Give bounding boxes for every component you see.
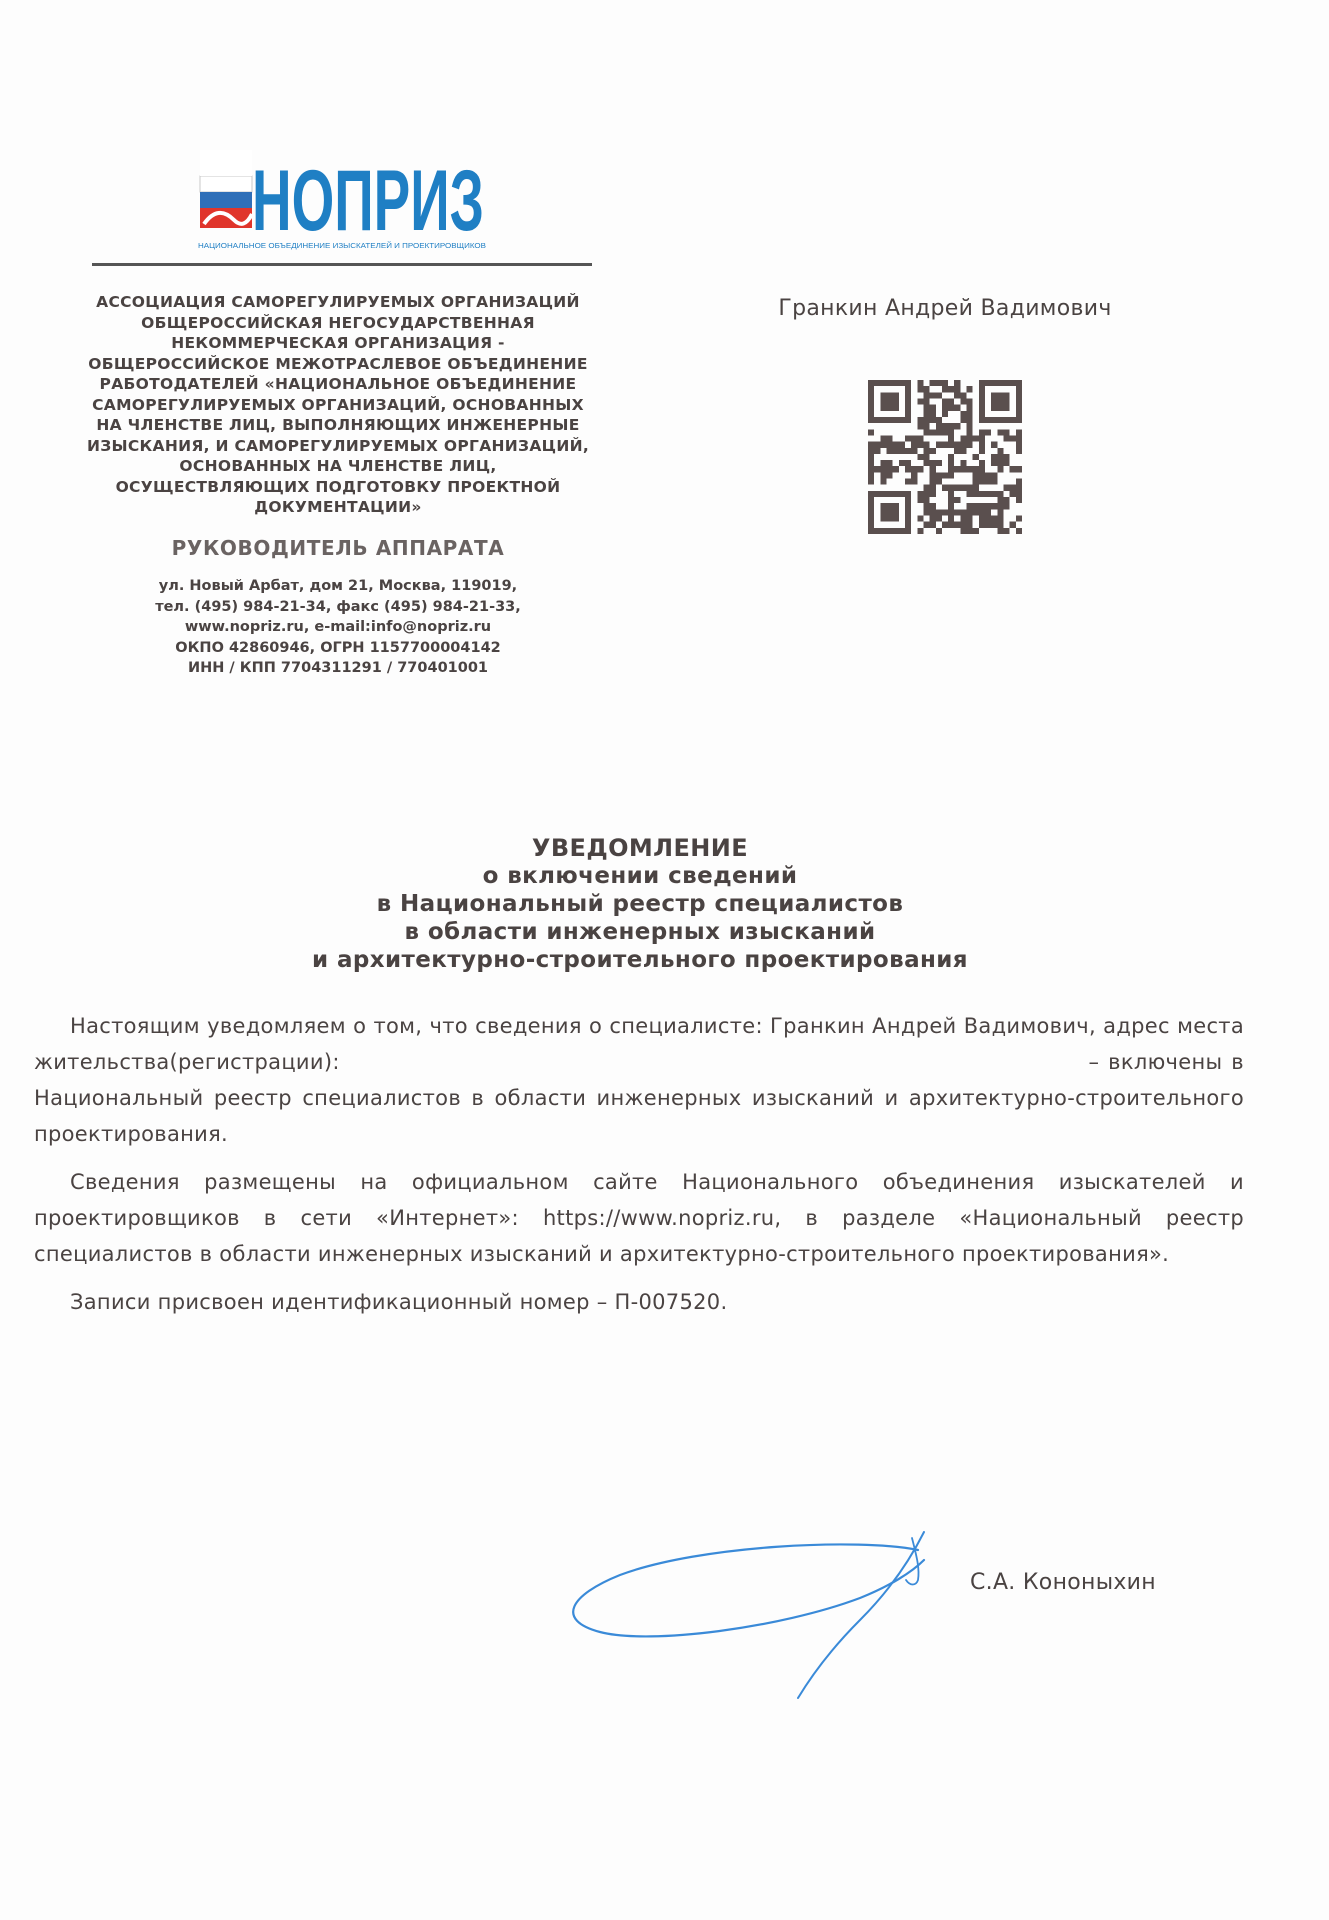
paragraph-website: Сведения размещены на официальном сайте Национального объединения изыскателей и проектировщиков в сети «Интернет»: https://www.nopriz.ru, в разделе «Национальный реестр специалистов в области инженерных изысканий и архитектурно-строительного проектирования». (34, 1170, 1244, 1266)
okpo-ogrn-line: ОКПО 42860946, ОГРН 1157700004142 (175, 639, 501, 656)
head-title: РУКОВОДИТЕЛЬ АППАРАТА (171, 536, 505, 560)
paragraph-notice (34, 1008, 1244, 1152)
org-line: ДОКУМЕНТАЦИИ» (254, 498, 422, 516)
contacts-block (85, 576, 591, 679)
notice-text: Настоящим уведомляем о том, что сведения о специалисте: Гранкин Андрей Вадимович, адрес места жительства(регистрации): (34, 1014, 1244, 1074)
svg-text:НОПРИЗ: НОПРИЗ (252, 153, 484, 249)
organization-name (85, 292, 591, 518)
title-line: в области инженерных изысканий (404, 919, 876, 945)
phone-line: тел. (495) 984-21-34, факс (495) 984-21-33, (155, 598, 521, 615)
org-line: ОБЩЕРОССИЙСКАЯ НЕГОСУДАРСТВЕННАЯ (141, 313, 535, 332)
handwritten-signature (560, 1520, 930, 1705)
org-line: АССОЦИАЦИЯ САМОРЕГУЛИРУЕМЫХ ОРГАНИЗАЦИЙ (96, 293, 580, 311)
org-line: НА ЧЛЕНСТВЕ ЛИЦ, ВЫПОЛНЯЮЩИХ ИНЖЕНЕРНЫЕ (96, 416, 580, 434)
org-line: НЕКОММЕРЧЕСКАЯ ОРГАНИЗАЦИЯ - (171, 334, 505, 352)
nopriz-logo (198, 148, 490, 252)
address-line: ул. Новый Арбат, дом 21, Москва, 119019, (158, 578, 518, 594)
document-body (34, 1008, 1244, 1332)
document-title (160, 834, 1120, 974)
title-line: и архитектурно-строительного проектирования (312, 947, 968, 973)
signer-name: С.А. Кононыхин (970, 1570, 1156, 1595)
org-line: ОБЩЕРОССИЙСКОЕ МЕЖОТРАСЛЕВОЕ ОБЪЕДИНЕНИЕ (88, 354, 588, 373)
web-email-line: www.nopriz.ru, e-mail:info@nopriz.ru (184, 619, 492, 635)
recipient-name: Гранкин Андрей Вадимович (778, 296, 1112, 321)
paragraph-id-number: Записи присвоен идентификационный номер – П-007520. (70, 1290, 728, 1314)
org-line: ОСНОВАННЫХ НА ЧЛЕНСТВЕ ЛИЦ, (179, 457, 497, 475)
notice-text-end: – включены в Национальный реестр специалистов в области инженерных изысканий и архитектурно-строительного проектирования. (34, 1050, 1244, 1146)
org-line: ОСУЩЕСТВЛЯЮЩИХ ПОДГОТОВКУ ПРОЕКТНОЙ (115, 477, 561, 496)
title-line: в Национальный реестр специалистов (376, 891, 904, 917)
redacted-address (349, 1050, 1080, 1074)
org-line: РАБОТОДАТЕЛЕЙ «НАЦИОНАЛЬНОЕ ОБЪЕДИНЕНИЕ (99, 375, 577, 393)
letterhead-divider (92, 263, 592, 266)
qr-code (868, 380, 1022, 534)
inn-kpp-line: ИНН / КПП 7704311291 / 770401001 (187, 660, 489, 676)
svg-text:НАЦИОНАЛЬНОЕ ОБЪЕДИНЕНИЕ ИЗЫСК: НАЦИОНАЛЬНОЕ ОБЪЕДИНЕНИЕ ИЗЫСКАТЕЛЕЙ И ПРОЕКТИРОВЩИКОВ (198, 241, 486, 250)
title-line: о включении сведений (482, 863, 798, 889)
org-line: ИЗЫСКАНИЯ, И САМОРЕГУЛИРУЕМЫХ ОРГАНИЗАЦИЙ, (86, 436, 590, 455)
org-line: САМОРЕГУЛИРУЕМЫХ ОРГАНИЗАЦИЙ, ОСНОВАННЫХ (92, 395, 584, 414)
title-line: УВЕДОМЛЕНИЕ (531, 834, 749, 862)
